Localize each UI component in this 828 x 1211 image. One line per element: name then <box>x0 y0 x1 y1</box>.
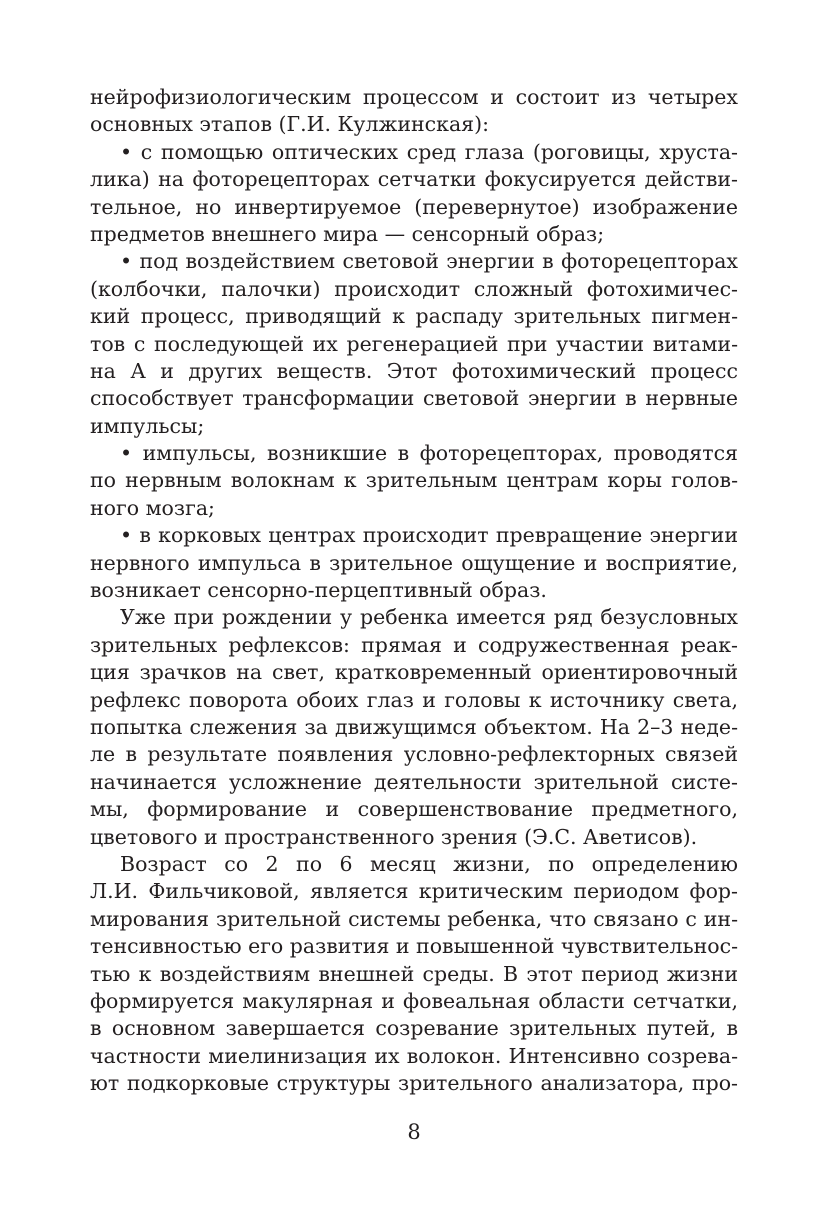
text-line: Возраст со 2 по 6 месяц жизни, по определению <box>120 851 738 876</box>
text-line: цветового и пространственного зрения (Э.С. Аветисов). <box>90 824 698 849</box>
text-line: на А и других веществ. Этот фотохимический процесс <box>90 358 738 383</box>
text-line: импульсы; <box>90 413 205 438</box>
text-line: рефлекс поворота обоих глаз и головы к источнику света, <box>90 687 738 712</box>
text-line: нервного импульса в зрительное ощущение и восприятие, <box>90 550 738 575</box>
paragraph <box>90 604 738 851</box>
text-line: • с помощью оптических сред глаза (роговицы, хруста- <box>120 139 738 164</box>
text-line: мирования зрительной системы ребенка, что связано с ин- <box>90 906 738 931</box>
text-line: частности миелинизация их волокон. Интенсивно созрева- <box>90 1043 738 1068</box>
text-line: начинается усложнение деятельности зрительной систе- <box>90 769 738 794</box>
text-line: ют подкорковые структуры зрительного анализатора, про- <box>90 1071 738 1096</box>
bullet-item <box>90 440 738 522</box>
bullet-item <box>90 139 738 249</box>
text-line: по нервным волокнам к зрительным центрам коры голов- <box>90 468 738 493</box>
text-line: (колбочки, палочки) происходит сложный фотохимичес- <box>90 276 738 301</box>
paragraph <box>90 851 738 1098</box>
text-line: ция зрачков на свет, кратковременный ориентировочный <box>90 660 738 685</box>
text-line: мы, формирование и совершенствование предметного, <box>90 797 738 822</box>
text-line: ного мозга; <box>90 495 215 520</box>
text-line: Уже при рождении у ребенка имеется ряд безусловных <box>120 605 738 630</box>
paragraph <box>90 84 738 139</box>
text-line: лика) на фоторецепторах сетчатки фокусируется действи- <box>90 167 738 192</box>
text-line: тов с последующей их регенерацией при участии витами- <box>90 331 738 356</box>
text-line: предметов внешнего мира — сенсорный образ; <box>90 221 605 246</box>
text-line: зрительных рефлексов: прямая и содружественная реак- <box>90 632 738 657</box>
text-line: • в корковых центрах происходит превращение энергии <box>120 523 738 548</box>
text-line: формируется макулярная и фовеальная области сетчатки, <box>90 988 738 1013</box>
text-line: тью к воздействиям внешней среды. В этот период жизни <box>90 961 738 986</box>
bullet-item <box>90 248 738 440</box>
text-line: тенсивностью его развития и повышенной чувствительнос- <box>90 934 738 959</box>
text-line: в основном завершается созревание зрительных путей, в <box>90 1016 738 1041</box>
text-line: попытка слежения за движущимся объектом. На 2–3 неде- <box>90 714 738 739</box>
text-line: • под воздействием световой энергии в фоторецепторах <box>120 249 738 274</box>
text-line: нейрофизиологическим процессом и состоит из четырех <box>90 85 738 109</box>
text-line: тельное, но инвертируемое (перевернутое) изображение <box>90 194 738 219</box>
text-line: Л.И. Фильчиковой, является критическим периодом фор- <box>90 879 738 904</box>
text-line: • импульсы, возникшие в фоторецепторах, проводятся <box>120 441 738 466</box>
text-line: способствует трансформации световой энергии в нервные <box>90 386 738 411</box>
text-line: возникает сенсорно-перцептивный образ. <box>90 578 547 603</box>
text-line: основных этапов (Г.И. Кулжинская): <box>90 112 490 137</box>
bullet-item <box>90 522 738 604</box>
page-number: 8 <box>407 1120 421 1144</box>
page-body <box>90 84 738 1097</box>
text-line: кий процесс, приводящий к распаду зрительных пигмен- <box>90 304 738 329</box>
text-line: ле в результате появления условно-рефлекторных связей <box>90 742 738 767</box>
